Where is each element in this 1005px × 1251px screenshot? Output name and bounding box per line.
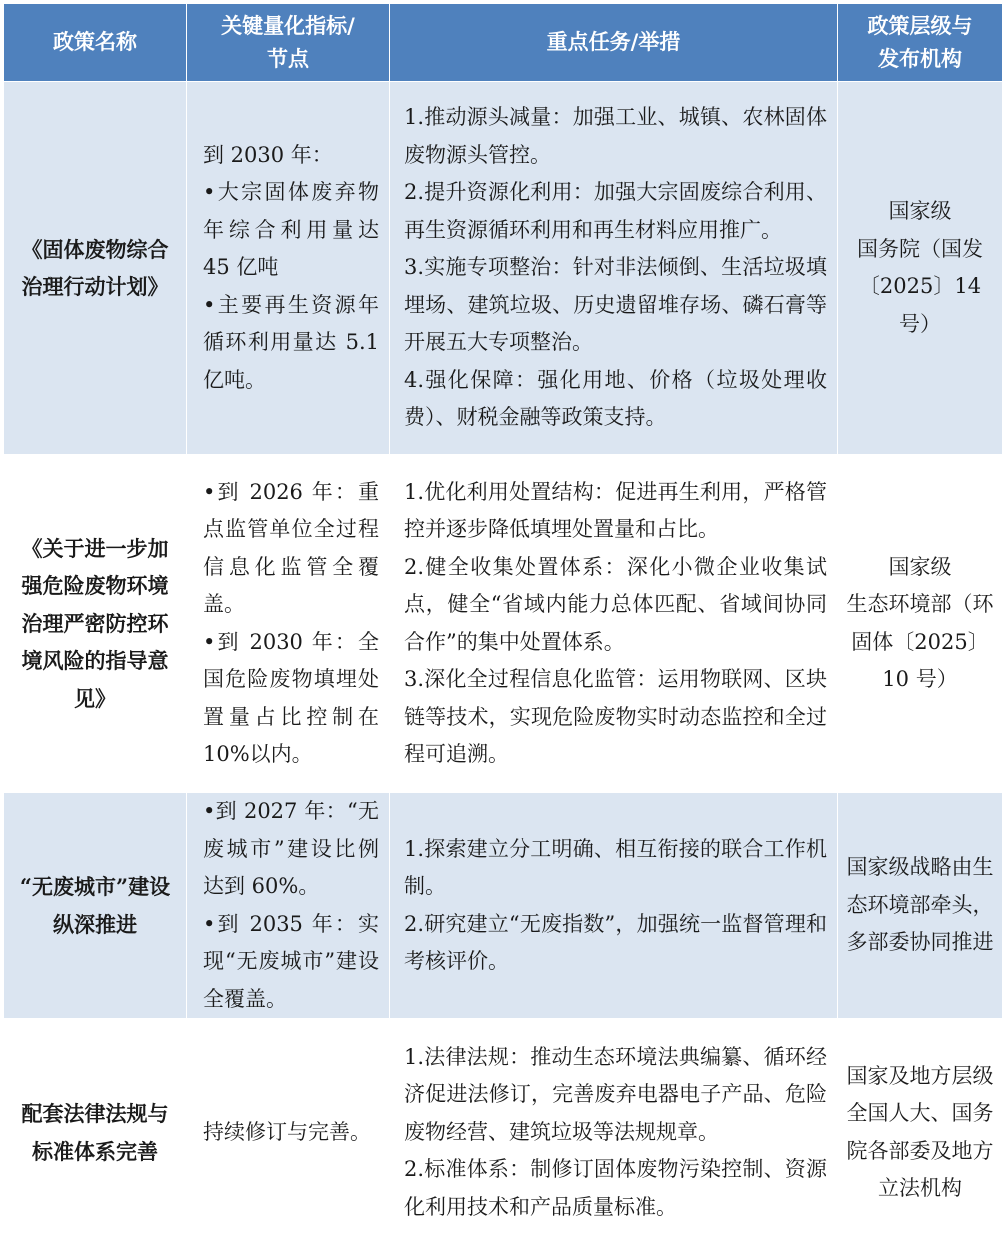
task-item: 2.标准体系：制修订固体废物污染控制、资源化利用技术和产品质量标准。: [404, 1157, 827, 1219]
level-cell: [838, 793, 1003, 1019]
tasks-cell: [390, 82, 838, 455]
tasks-cell: [390, 1019, 838, 1247]
metric-item: •到 2027 年：“无废城市”建设比例达到 60%。: [203, 799, 379, 898]
header-metrics-line: 关键量化指标/: [221, 13, 355, 38]
metric-item: •到 2026 年：重点监管单位全过程信息化监管全覆盖。: [203, 479, 379, 616]
header-tasks: 重点任务/举措: [390, 4, 838, 82]
task-item: 1.探索建立分工明确、相互衔接的联合工作机制。: [404, 836, 827, 898]
metric-item: •主要再生资源年循环利用量达 5.1 亿吨。: [203, 292, 379, 392]
header-metrics-line: 节点: [267, 46, 309, 71]
level-line: 国家级: [888, 199, 952, 223]
task-item: 2.提升资源化利用：加强大宗固废综合利用、再生资源循环利用和再生材料应用推广。: [404, 180, 827, 242]
task-item: 2.健全收集处置体系：深化小微企业收集试点，健全“省域内能力总体匹配、省域间协同合作”的集中处置体系。: [404, 554, 827, 654]
task-item: 1.推动源头减量：加强工业、城镇、农林固体废物源头管控。: [404, 105, 827, 167]
header-level-line: 政策层级与: [867, 13, 973, 38]
metric-item: •到 2035 年：实现“无废城市”建设全覆盖。: [203, 911, 379, 1011]
header-metrics: [187, 4, 390, 82]
tasks-cell: [390, 455, 838, 793]
metric-item: 到 2030 年：: [203, 142, 333, 167]
metric-item: •到 2030 年：全国危险废物填埋处置量占比控制在 10%以内。: [203, 629, 379, 766]
table-row: [4, 1019, 1003, 1247]
metrics-cell: [187, 793, 390, 1019]
level-line: 全国人大、国务院各部委及地方立法机构: [846, 1101, 994, 1200]
level-cell: [838, 1019, 1003, 1247]
task-item: 2.研究建立“无废指数”，加强统一监督管理和考核评价。: [404, 911, 827, 973]
header-row: [4, 4, 1003, 82]
table-row: [4, 793, 1003, 1019]
header-level-line: 发布机构: [878, 46, 962, 71]
metric-item: 持续修订与完善。: [203, 1119, 371, 1144]
table-row: [4, 455, 1003, 793]
metrics-cell: [187, 1019, 390, 1247]
level-cell: [838, 455, 1003, 793]
policy-name-cell: 《关于进一步加强危险废物环境治理严密防控环境风险的指导意见》: [4, 455, 187, 793]
policy-table: [3, 3, 1003, 1247]
metric-item: •大宗固体废弃物年综合利用量达 45 亿吨: [203, 180, 379, 280]
policy-name-cell: 《固体废物综合治理行动计划》: [4, 82, 187, 455]
task-item: 1.优化利用处置结构：促进再生利用，严格管控并逐步降低填埋处置量和占比。: [404, 479, 827, 541]
task-item: 3.深化全过程信息化监管：运用物联网、区块链等技术，实现危险废物实时动态监控和全过程可追溯。: [404, 667, 827, 766]
policy-name-cell: 配套法律法规与标准体系完善: [4, 1019, 187, 1247]
metrics-cell: [187, 455, 390, 793]
tasks-cell: [390, 793, 838, 1019]
level-cell: [838, 82, 1003, 455]
level-line: 国务院（国发〔2025〕14 号）: [857, 236, 983, 336]
policy-name-cell: “无废城市”建设纵深推进: [4, 793, 187, 1019]
table-row: [4, 82, 1003, 455]
header-level: [838, 4, 1003, 82]
task-item: 3.实施专项整治：针对非法倾倒、生活垃圾填埋场、建筑垃圾、历史遗留堆存场、磷石膏等开展五大专项整治。: [404, 255, 827, 355]
level-line: 国家及地方层级: [846, 1063, 994, 1088]
metrics-cell: [187, 82, 390, 455]
task-item: 1.法律法规：推动生态环境法典编纂、循环经济促进法修订，完善废弃电器电子产品、危险废物经营、建筑垃圾等法规规章。: [404, 1044, 827, 1144]
level-line: 国家级: [888, 554, 952, 579]
task-item: 4.强化保障：强化用地、价格（垃圾处理收费）、财税金融等政策支持。: [404, 367, 827, 430]
level-line: 国家级战略由生态环境部牵头，多部委协同推进: [846, 855, 994, 955]
header-policy-name: 政策名称: [4, 4, 187, 82]
level-line: 生态环境部（环固体〔2025〕10 号）: [846, 592, 994, 691]
